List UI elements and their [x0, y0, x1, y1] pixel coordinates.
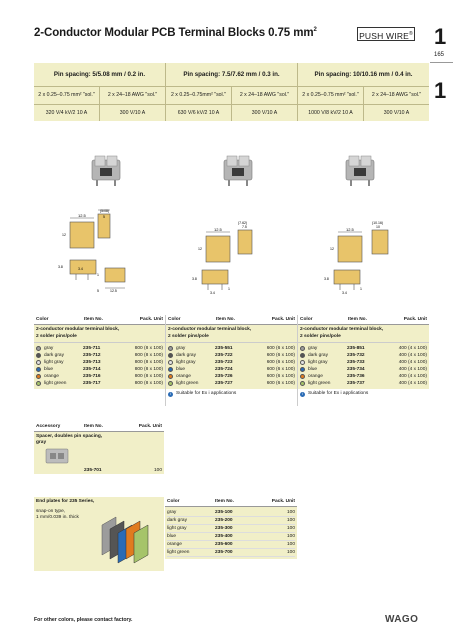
- item-header: Item No.: [84, 424, 103, 429]
- pack-unit: 400 (4 x 100): [398, 374, 427, 379]
- color-name: gray: [176, 346, 186, 351]
- item-no: 235-712: [83, 353, 101, 358]
- spec-table: [34, 63, 429, 121]
- product-row: [300, 345, 427, 352]
- pack-unit: 800 (8 x 100): [134, 353, 163, 358]
- color-name: orange: [167, 542, 182, 547]
- color-name: gray: [167, 510, 177, 515]
- color-swatch: [300, 374, 305, 379]
- color-name: orange: [44, 374, 59, 379]
- end-plates-photo: [98, 507, 158, 567]
- color-name: gray: [44, 346, 54, 351]
- dim-width: 12.5: [346, 227, 354, 232]
- product-row: [300, 380, 427, 387]
- color-name: light green: [44, 381, 67, 386]
- ex-i-note: i Suitable for Ex i applications: [166, 389, 297, 399]
- item-no: 235-726: [215, 374, 233, 379]
- product-description: 2-conductor modular terminal block, 2 solder pins/pole: [34, 325, 165, 343]
- item-header: Item No.: [216, 317, 235, 322]
- color-name: light gray: [176, 360, 196, 365]
- end-plate-row: [167, 525, 295, 533]
- pack-unit: 800 (8 x 100): [134, 360, 163, 365]
- spec-cell: 300 V/10 A: [231, 105, 297, 121]
- dim-pitch: 5: [103, 215, 105, 219]
- color-name: blue: [44, 367, 54, 372]
- spec-cell: 2 x 0.25–0.75 mm² "sol.": [38, 92, 95, 98]
- product-row: [36, 345, 163, 352]
- color-swatch: [36, 346, 41, 351]
- color-name: dark gray: [308, 353, 328, 358]
- ex-i-note: i Suitable for Ex i applications: [298, 389, 429, 399]
- product-row: [300, 359, 427, 366]
- pack-unit: 100: [286, 510, 295, 515]
- item-no: 235-717: [83, 381, 101, 386]
- color-header: Color: [300, 317, 313, 322]
- dim-h3: 3.4: [210, 291, 215, 295]
- color-name: dark gray: [44, 353, 64, 358]
- spec-cell: 1000 V/8 kV/2 10 A: [297, 105, 363, 121]
- color-name: light green: [176, 381, 199, 386]
- dim-height: 12: [330, 247, 334, 251]
- color-swatch: [168, 381, 173, 386]
- dim-pin: 1: [360, 287, 362, 291]
- page-number: 165: [434, 52, 445, 58]
- pack-header: Pack. Unit: [138, 424, 162, 429]
- pack-unit: 600 (6 x 100): [266, 367, 295, 372]
- spec-header-5mm: Pin spacing: 5/5.08 mm / 0.2 in.: [53, 71, 146, 78]
- color-header: Color: [168, 317, 181, 322]
- end-plates-description: [34, 497, 164, 571]
- product-description: 2-conductor modular terminal block, 2 solder pins/pole: [166, 325, 297, 343]
- pack-unit: 800 (8 x 100): [134, 346, 163, 351]
- end-plate-row: [167, 549, 295, 557]
- color-name: light gray: [308, 360, 328, 365]
- color-name: light green: [167, 550, 190, 555]
- pack-unit: 600 (6 x 100): [266, 381, 295, 386]
- end-plate-row: [167, 517, 295, 525]
- push-wire-logo: PUSH WIRE®: [357, 27, 415, 41]
- color-name: orange: [176, 374, 191, 379]
- dimension-drawing-7mm: [188, 220, 274, 308]
- item-no: 235-700: [215, 550, 233, 555]
- end-plates-table: [165, 497, 297, 559]
- item-no: 235-711: [83, 346, 101, 351]
- dim-base-width: 12.5: [110, 289, 117, 293]
- product-row: [36, 380, 163, 387]
- item-no: 235-400: [215, 534, 233, 539]
- dim-top: (10.16): [372, 221, 384, 225]
- color-name: orange: [308, 374, 323, 379]
- dim-pitch: 10: [376, 225, 380, 229]
- pack-unit: 600 (6 x 100): [266, 353, 295, 358]
- dim-base: 5: [97, 289, 99, 293]
- item-no: 235-732: [347, 353, 365, 358]
- item-no: 235-736: [347, 374, 365, 379]
- color-name: blue: [167, 534, 177, 539]
- pack-unit: 400 (4 x 100): [398, 360, 427, 365]
- item-no: 235-724: [215, 367, 233, 372]
- product-description: 2-conductor modular terminal block, 2 solder pins/pole: [298, 325, 429, 343]
- pack-header: Pack. Unit: [271, 499, 295, 504]
- dim-top: (5/08): [100, 209, 110, 213]
- ex-i-icon: i: [168, 392, 173, 397]
- product-row: [168, 366, 295, 373]
- color-swatch: [300, 346, 305, 351]
- spec-cell: 320 V/4 kV/2 10 A: [45, 110, 88, 116]
- wago-logo: WAGO: [385, 614, 419, 625]
- accessory-description: Spacer, doubles pin spacing,: [36, 434, 103, 439]
- page-title: 2-Conductor Modular PCB Terminal Blocks 0.75 $mm^2$: [34, 27, 317, 39]
- color-header: Color: [36, 317, 49, 322]
- pack-unit: 100: [286, 550, 295, 555]
- product-row: [36, 359, 163, 366]
- spec-cell: 630 V/6 kV/2 10 A: [165, 105, 231, 121]
- pack-header: Pack. Unit: [403, 317, 427, 322]
- item-no: 235-734: [347, 367, 365, 372]
- pack-header: Pack. Unit: [139, 317, 163, 322]
- color-swatch: [300, 381, 305, 386]
- color-swatch: [36, 381, 41, 386]
- spec-cell: 300 V/10 A: [363, 105, 429, 121]
- tab-divider: [430, 62, 453, 63]
- product-row: [36, 366, 163, 373]
- ex-i-icon: i: [300, 392, 305, 397]
- item-header: Item No.: [215, 499, 234, 504]
- accessory-item-no: 235-701: [84, 468, 102, 473]
- item-no: 235-737: [347, 381, 365, 386]
- pack-unit: 100: [286, 518, 295, 523]
- section-tab-number: 1: [434, 24, 447, 49]
- pack-unit: 600 (6 x 100): [266, 360, 295, 365]
- pack-unit: 400 (4 x 100): [398, 367, 427, 372]
- product-column: [34, 315, 165, 406]
- color-swatch: [168, 360, 173, 365]
- dim-top: (7.62): [238, 221, 248, 225]
- terminal-block-photo-10mm: [340, 152, 380, 188]
- color-swatch: [300, 360, 305, 365]
- dim-h2: 3.8: [58, 265, 63, 269]
- item-no: 235-716: [83, 374, 101, 379]
- product-table: [34, 315, 429, 406]
- item-no: 235-200: [215, 518, 233, 523]
- pack-unit: 800 (8 x 100): [134, 367, 163, 372]
- color-name: light green: [308, 381, 331, 386]
- pack-unit: 800 (8 x 100): [134, 381, 163, 386]
- side-section-number: 1: [434, 78, 447, 103]
- color-swatch: [36, 367, 41, 372]
- end-plates-sub: snap-on type,: [36, 509, 66, 514]
- dim-width: 12.5: [214, 227, 222, 232]
- product-row: [300, 366, 427, 373]
- accessory-pack-unit: 100: [153, 468, 162, 473]
- footer-note: For other colors, please contact factory.: [34, 617, 133, 623]
- product-row: [168, 345, 295, 352]
- accessory-description: gray: [36, 440, 47, 445]
- color-swatch: [168, 374, 173, 379]
- item-header: Item No.: [84, 317, 103, 322]
- color-name: dark gray: [176, 353, 196, 358]
- product-row: [36, 352, 163, 359]
- spec-cell: 2 x 24–18 AWG "sol.": [231, 87, 297, 104]
- dimension-drawing-5mm: [50, 208, 136, 296]
- end-plates-title: End plates for 235 Series,: [36, 499, 95, 504]
- item-no: 235-733: [347, 360, 365, 365]
- end-plate-row: [167, 541, 295, 549]
- dim-pitch: 7.5: [242, 225, 247, 229]
- color-swatch: [300, 353, 305, 358]
- pack-unit: 400 (4 x 100): [398, 346, 427, 351]
- product-column: [297, 315, 429, 406]
- spec-header-7mm: Pin spacing: 7.5/7.62 mm / 0.3 in.: [165, 63, 297, 86]
- color-swatch: [300, 367, 305, 372]
- color-name: gray: [308, 346, 318, 351]
- spec-cell: 2 x 24–18 AWG "sol.": [363, 87, 429, 104]
- item-no: 235-300: [215, 526, 233, 531]
- spec-cell: 2 x 0.25–0.75 mm² "sol.": [297, 87, 363, 104]
- dim-pin: 1: [228, 287, 230, 291]
- item-no: 235-714: [83, 367, 101, 372]
- item-no: 235-100: [215, 510, 233, 515]
- color-name: blue: [308, 367, 318, 372]
- pack-header: Pack. Unit: [271, 317, 295, 322]
- end-plate-row: [167, 509, 295, 517]
- color-name: light gray: [167, 526, 187, 531]
- pack-unit: 400 (4 x 100): [398, 353, 427, 358]
- product-row: [300, 352, 427, 359]
- item-no: 235-723: [215, 360, 233, 365]
- product-row: [168, 380, 295, 387]
- spec-header-10mm: Pin spacing: 10/10.16 mm / 0.4 in.: [297, 63, 429, 86]
- dimension-drawing-10mm: [320, 220, 406, 308]
- color-swatch: [36, 374, 41, 379]
- dim-width: 12.5: [78, 213, 86, 218]
- color-name: light gray: [44, 360, 64, 365]
- dim-h2: 3.8: [324, 277, 329, 281]
- item-no: 235-713: [83, 360, 101, 365]
- item-header: Item No.: [348, 317, 367, 322]
- color-header: Color: [167, 499, 180, 504]
- dim-h3: 3.4: [78, 267, 83, 271]
- item-no: 235-851: [347, 346, 365, 351]
- product-row: [168, 373, 295, 380]
- spec-cell: 300 V/10 A: [99, 105, 165, 121]
- dim-height: 12: [198, 247, 202, 251]
- pack-unit: 800 (8 x 100): [134, 374, 163, 379]
- pack-unit: 100: [286, 526, 295, 531]
- pack-unit: 100: [286, 542, 295, 547]
- product-row: [168, 359, 295, 366]
- color-swatch: [168, 346, 173, 351]
- dim-height: 12: [62, 233, 66, 237]
- product-row: [36, 373, 163, 380]
- item-no: 235-722: [215, 353, 233, 358]
- color-swatch: [36, 353, 41, 358]
- dim-h3: 3.4: [342, 291, 347, 295]
- item-no: 235-727: [215, 381, 233, 386]
- pack-unit: 400 (4 x 100): [398, 381, 427, 386]
- product-row: [300, 373, 427, 380]
- color-swatch: [168, 353, 173, 358]
- pack-unit: 100: [286, 534, 295, 539]
- color-swatch: [168, 367, 173, 372]
- spec-cell: 2 x 24–18 AWG "sol.": [99, 87, 165, 104]
- color-swatch: [36, 360, 41, 365]
- spec-cell: 2 x 0.25–0.75mm² "sol.": [165, 87, 231, 104]
- item-no: 235-551: [215, 346, 233, 351]
- terminal-block-photo-7mm: [218, 152, 258, 188]
- item-no: 235-600: [215, 542, 233, 547]
- pack-unit: 600 (6 x 100): [266, 374, 295, 379]
- pack-unit: 600 (6 x 100): [266, 346, 295, 351]
- terminal-block-photo-5mm: [86, 152, 126, 188]
- color-name: blue: [176, 367, 186, 372]
- dim-h2: 3.8: [192, 277, 197, 281]
- product-row: [168, 352, 295, 359]
- accessory-table: [34, 422, 164, 474]
- color-name: dark gray: [167, 518, 187, 523]
- end-plate-row: [167, 533, 295, 541]
- accessory-header: Accessory: [36, 424, 61, 429]
- end-plates-sub: 1 mm/0.039 in. thick: [36, 515, 79, 520]
- product-column: [165, 315, 297, 406]
- spacer-photo: [44, 446, 70, 466]
- dim-pin: 1: [97, 273, 99, 277]
